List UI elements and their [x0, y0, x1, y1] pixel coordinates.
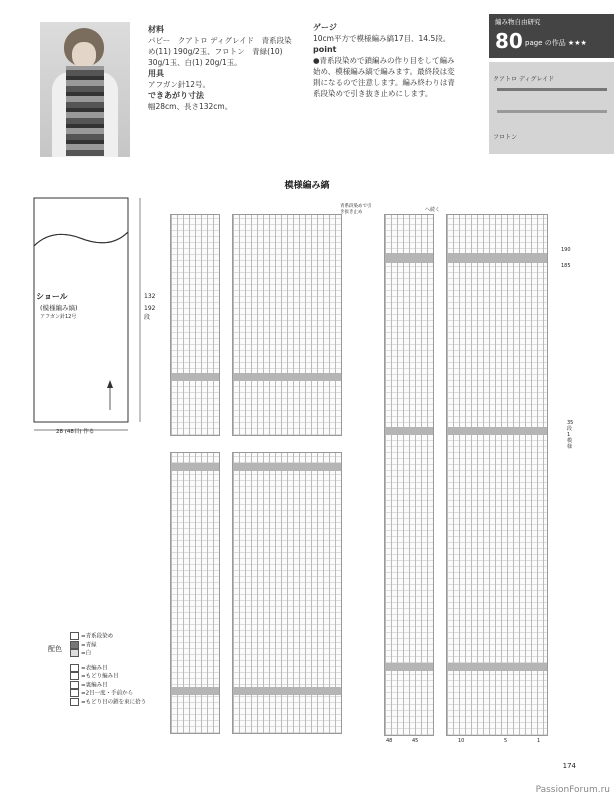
- stitch-symbol: [70, 672, 79, 680]
- legend-item: =もどり目の鎖を束に拾う: [81, 699, 147, 705]
- color-swatch: [70, 632, 79, 640]
- shawl-width: 28 (48目) 作る: [56, 429, 95, 435]
- badge-label: 編み物自由研究: [495, 18, 541, 26]
- shawl-label: ショール: [36, 292, 68, 301]
- gauge-text: 10cm平方で模様編み縞17目、14.5段。: [313, 34, 451, 43]
- col-number: 45: [412, 738, 419, 744]
- legend-item: =青系段染め: [81, 633, 114, 640]
- stitch-chart-panel: [384, 214, 434, 736]
- shawl-rows: 192段: [144, 305, 156, 321]
- col-number: 5: [504, 738, 508, 744]
- tools-text: アフガン針12号。: [148, 80, 210, 89]
- stitch-symbol: [70, 664, 79, 672]
- shawl-sublabel: (模様編み縞): [40, 304, 78, 312]
- shawl-needle: アフガン針12号: [40, 314, 77, 320]
- point-line: 系段染めで引き抜き止めにします。: [313, 89, 433, 98]
- badge-number: 80: [495, 29, 523, 53]
- materials-line: パピー クアトロ ディグレイド 青系段染: [148, 36, 292, 45]
- stitch-symbol: [70, 681, 79, 689]
- size-heading: できあがり寸法: [148, 91, 204, 100]
- legend-item: =表編み目: [81, 665, 108, 671]
- materials-heading: 材料: [148, 25, 164, 34]
- col-number: 48: [386, 738, 393, 744]
- stitch-chart-panel: [170, 214, 220, 436]
- size-text: 幅28cm、長さ132cm。: [148, 102, 233, 111]
- yarn-strand: [497, 110, 607, 113]
- materials-block: [148, 24, 308, 112]
- point-line: ●青系段染めで鎖編みの作り目をして編み: [313, 56, 455, 65]
- legend-item: =裏編み目: [81, 682, 108, 688]
- legend-item: =白: [81, 650, 92, 657]
- legend-item: =青緑: [81, 642, 97, 648]
- stitch-chart-panel: [170, 452, 220, 734]
- pattern-title: 模様編み縞: [284, 181, 330, 191]
- gauge-block: [313, 22, 483, 99]
- legend-item: =2目一度・手前から: [81, 690, 134, 697]
- color-swatch: [70, 649, 79, 657]
- yarn-strand: [497, 88, 607, 91]
- tools-heading: 用具: [148, 69, 164, 78]
- row-number: 190: [561, 247, 571, 253]
- yarn-label-1: クアトロ ディグレイド: [493, 76, 555, 83]
- watermark: PassionForum.ru: [535, 785, 610, 795]
- col-number: 1: [537, 738, 541, 744]
- stitch-chart-panel: [232, 452, 342, 734]
- stitch-chart-panel: [446, 214, 548, 736]
- stitch-chart-panel: [232, 214, 342, 436]
- chart-continue-note: へ続く: [425, 207, 441, 213]
- yarn-label-2: フロトン: [493, 134, 518, 141]
- point-line: 則になるので注意します。編み終わりは青: [313, 78, 455, 87]
- badge-suffix: page の作品 ★★★: [525, 39, 587, 47]
- stitch-symbol: [70, 698, 79, 706]
- shawl-length: 132: [144, 293, 156, 300]
- chart-top-note: 青系段染めで引き抜き止め: [340, 204, 372, 215]
- page-badge: [489, 14, 614, 58]
- col-number: 10: [458, 738, 465, 744]
- rows-per-repeat: 35段1模様: [567, 420, 574, 450]
- row-number: 185: [561, 263, 571, 269]
- materials-line: 30g/1玉、白(1) 20g/1玉。: [148, 58, 242, 67]
- materials-line: め(11) 190g/2玉、フロトン 青緑(10): [148, 47, 283, 56]
- color-swatch: [70, 641, 79, 649]
- point-line: 始め、模様編み縞で編みます。最終段は変: [313, 67, 455, 76]
- model-photo: [40, 22, 130, 157]
- stitch-symbol: [70, 689, 79, 697]
- point-heading: point: [313, 45, 337, 54]
- page-number: 174: [562, 762, 576, 770]
- gauge-heading: ゲージ: [313, 23, 337, 32]
- color-legend-heading: 配色: [48, 645, 62, 653]
- legend-item: =もどり編み目: [81, 673, 119, 680]
- legend: [48, 632, 168, 706]
- yarn-sample: [489, 62, 614, 154]
